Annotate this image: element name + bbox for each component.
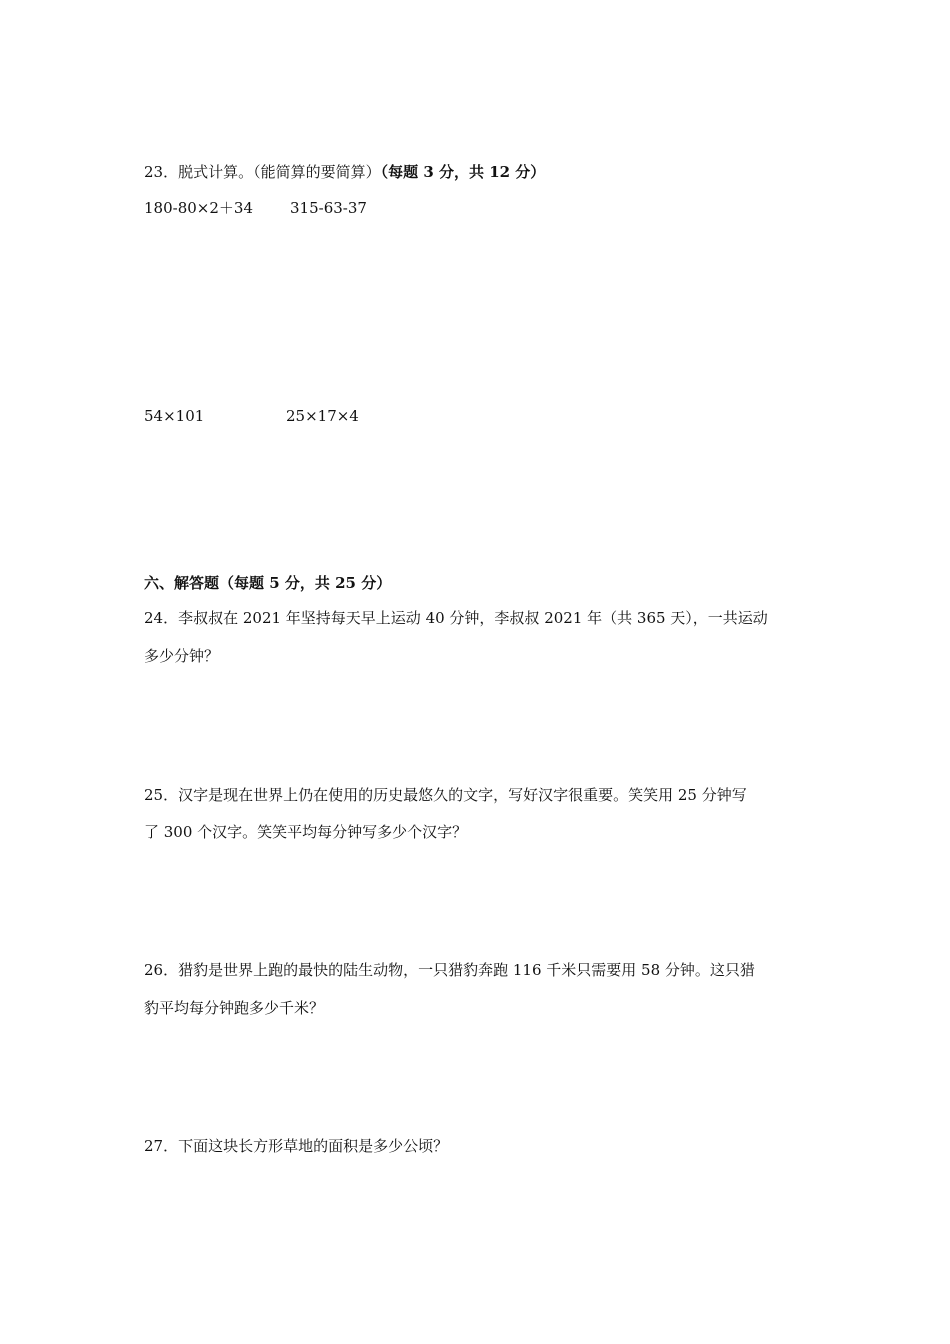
question-27-line-1: 27．下面这块长方形草地的面积是多少公顷？	[144, 1137, 449, 1155]
question-23-instruction: 23．脱式计算。（能简算的要简算）	[144, 163, 381, 181]
question-25-line-1: 25．汉字是现在世界上仍在使用的历史最悠久的文字，写好汉字很重要。笑笑用 25 分钟写	[144, 786, 747, 804]
question-23-score: （每题 3 分，共 12 分）	[380, 163, 546, 181]
expression-3: 54×101	[144, 407, 205, 425]
question-23-title	[144, 162, 545, 182]
question-26-line-2: 豹平均每分钟跑多少千米？	[144, 999, 325, 1017]
question-24-line-1: 24．李叔叔在 2021 年坚持每天早上运动 40 分钟，李叔叔 2021 年（共 365 天），一共运动	[144, 609, 768, 627]
expression-2: 315-63-37	[290, 199, 367, 217]
question-26-line-1: 26．猎豹是世界上跑的最快的陆生动物，一只猎豹奔跑 116 千米只需要用 58 分钟。这只猎	[144, 961, 755, 979]
section-six-heading: 六、解答题（每题 5 分，共 25 分）	[144, 574, 392, 592]
question-25-line-2: 了 300 个汉字。笑笑平均每分钟写多少个汉字？	[144, 823, 468, 841]
question-24-line-2: 多少分钟？	[144, 647, 220, 665]
expression-1: 180-80×2＋34	[144, 199, 253, 217]
expression-4: 25×17×4	[286, 407, 359, 425]
